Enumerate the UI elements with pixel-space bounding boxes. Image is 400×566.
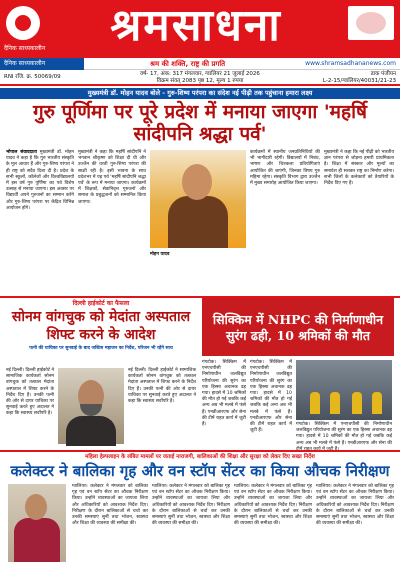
lead-photo-caption: मोहन यादव [150, 252, 170, 257]
issue-details [120, 71, 280, 85]
tunnel-rescue-photo [296, 360, 392, 420]
left-story-tag: दिल्ली हाईकोर्ट का फैसला [72, 300, 130, 307]
registration-number: RNI रजि. क्र. 50069/09 [4, 74, 61, 80]
postal-registration [323, 71, 396, 85]
collector-photo [8, 484, 66, 562]
right-story-body-2: गंगटोक। सिक्किम में एनएचपीसी की निर्माणाधीन जलविद्युत परियोजना की सुरंग का एक हिस्सा अचानक ढह गया। हादसे में 10 श्रमिकों की मौत हो गई जबकि कई अन्य अब भी मलबे में फंसे हैं। एनडीआरएफ और सेना की टीमें राहत कार्य में जुटी हैं। [250, 360, 292, 434]
bottom-story-body-4: ग्वालियर। कलेक्टर ने मंगलवार को बालिका गृह एवं वन स्टॉप सेंटर का औचक निरीक्षण किया। उन्होंने व्यवस्थाओं का जायजा लिया और अधिकारियों को आवश्यक निर्देश दिए। निरीक्षण के दौरान बालिकाओं से चर्चा कर उनकी समस्याएं सुनीं तथा भोजन, स्वास्थ्य और शिक्षा की व्यवस्था की समीक्षा की। [316, 484, 394, 527]
bottom-story-body-2: ग्वालियर। कलेक्टर ने मंगलवार को बालिका गृह एवं वन स्टॉप सेंटर का औचक निरीक्षण किया। उन्होंने व्यवस्थाओं का जायजा लिया और अधिकारियों को आवश्यक निर्देश दिए। निरीक्षण के दौरान बालिकाओं से चर्चा कर उनकी समस्याएं सुनीं तथा भोजन, स्वास्थ्य और शिक्षा की व्यवस्था की समीक्षा की। [152, 484, 230, 527]
breaking-strip: मुख्यमंत्री डॉ. मोहन यादव बोले - गुरु-शिष्य परंपरा का संदेश नई पीढ़ी तक पहुंचाना हमारा लक्ष्य [0, 88, 400, 99]
sonam-wangchuk-photo [58, 368, 124, 444]
left-story-body-2: नई दिल्ली। दिल्ली हाईकोर्ट ने सामाजिक कार्यकर्ता सोनम वांगचुक को तत्काल मेदांता अस्पताल में शिफ्ट करने के निर्देश दिए हैं। उनकी पत्नी की ओर से दायर याचिका पर सुनवाई करते हुए अदालत ने कहा कि स्वास्थ्य सर्वोपरि है। [128, 368, 196, 405]
bottom-story-headline[interactable]: कलेक्टर ने बालिका गृह और वन स्टॉप सेंटर का किया औचक निरीक्षण [10, 462, 390, 480]
lead-photo-caption-box [150, 252, 246, 284]
emblem-icon [6, 6, 40, 40]
slogan: श्रम की शक्ति, राष्ट्र की प्रगति [150, 60, 226, 68]
bottom-story-tag: महिला हेल्पलाइन के लंबित मामलों पर जताई नाराजगी, बालिकाओं की शिक्षा और सुरक्षा को लेकर दिए सख्त निर्देश [85, 454, 315, 460]
issue-line-1: वर्ष- 17, अंक: 317 मंगलवार, ग्वालियर 21 जुलाई 2026 [140, 71, 260, 77]
anniversary-badge-icon [348, 6, 394, 40]
lead-body-2: मुख्यमंत्री ने कहा कि महर्षि सांदीपनि ने भगवान श्रीकृष्ण को शिक्षा दी थी और उज्जैन की धरती गुरु-शिष्य परंपरा की साक्षी रही है। इसी भावना के साथ प्रदेशभर में यह पर्व 'महर्षि सांदीपनि श्रद्धा पर्व' के रूप में मनाया जाएगा। कार्यक्रमों में शिक्षकों, सेवानिवृत्त गुरुजनों और समाज के प्रबुद्धजनों को सम्मानित किया जाएगा। [78, 150, 146, 205]
lead-column-1 [6, 150, 74, 298]
issue-line-2: विक्रम संवत् 2083 पृष्ठ 12, मूल्य 1 रुपया [156, 78, 244, 84]
lead-headline[interactable]: गुरु पूर्णिमा पर पूरे प्रदेश में मनाया जाएगा 'महर्षि सांदीपनि श्रद्धा पर्व' [32, 101, 368, 145]
chief-minister-photo [150, 150, 246, 248]
lead-column-3 [250, 150, 320, 298]
lead-column-4 [324, 150, 394, 298]
left-story-subhead: पत्नी की याचिका पर सुनवाई के बाद जस्टिस महाजन का निर्देश, परिजन भी रहेंगे साथ [29, 346, 173, 351]
lead-body-3: कार्यक्रमों में स्थानीय जनप्रतिनिधियों की भी भागीदारी रहेगी। विद्यालयों में निबंध, भाषण और चित्रकला प्रतियोगिताएं आयोजित की जाएंगी, जिनका विषय गुरु महिमा रहेगा। संस्कृति विभाग द्वारा उज्जैन में मुख्य समारोह आयोजित किया जाएगा। [250, 150, 320, 187]
masthead [0, 0, 400, 58]
website-link[interactable]: www.shramsadhananews.com [305, 60, 396, 67]
lead-body-4: मुख्यमंत्री ने कहा कि नई पीढ़ी को भारतीय ज्ञान परंपरा से जोड़ना हमारी प्राथमिकता है। शिक्षा में संस्कार और मूल्यों का समावेश ही सशक्त राष्ट्र का निर्माण करेगा। सभी जिलों के कलेक्टरों को तैयारियों के निर्देश दिए गए हैं। [324, 150, 394, 187]
newspaper-nameplate: श्रमसाधना [110, 0, 282, 51]
left-story-body-1: नई दिल्ली। दिल्ली हाईकोर्ट ने सामाजिक कार्यकर्ता सोनम वांगचुक को तत्काल मेदांता अस्पताल में शिफ्ट करने के निर्देश दिए हैं। उनकी पत्नी की ओर से दायर याचिका पर सुनवाई करते हुए अदालत ने कहा कि स्वास्थ्य सर्वोपरि है। [6, 368, 54, 417]
right-story-headline[interactable]: सिक्किम में NHPC की निर्माणाधीन सुरंग ढही, 10 श्रमिकों की मौत [212, 312, 384, 343]
edition-label: दैनिक साध्यकालीन [0, 58, 84, 70]
postal-number: L-2-15/ग्वालियर/40031/21-23 [322, 78, 396, 84]
lead-byline: भोपाल संवाददाता [6, 150, 37, 155]
bottom-story-body-1: ग्वालियर। कलेक्टर ने मंगलवार को बालिका गृह एवं वन स्टॉप सेंटर का औचक निरीक्षण किया। उन्होंने व्यवस्थाओं का जायजा लिया और अधिकारियों को आवश्यक निर्देश दिए। निरीक्षण के दौरान बालिकाओं से चर्चा कर उनकी समस्याएं सुनीं तथा भोजन, स्वास्थ्य और शिक्षा की व्यवस्था की समीक्षा की। [72, 484, 148, 527]
right-story-body-1: गंगटोक। सिक्किम में एनएचपीसी की निर्माणाधीन जलविद्युत परियोजना की सुरंग का एक हिस्सा अचानक ढह गया। हादसे में 10 श्रमिकों की मौत हो गई जबकि कई अन्य अब भी मलबे में फंसे हैं। एनडीआरएफ और सेना की टीमें राहत कार्य में जुटी हैं। [202, 360, 246, 428]
lead-column-2 [78, 150, 146, 298]
postal-label: डाक पंजीयन [370, 71, 396, 77]
bottom-story-body-3: ग्वालियर। कलेक्टर ने मंगलवार को बालिका गृह एवं वन स्टॉप सेंटर का औचक निरीक्षण किया। उन्होंने व्यवस्थाओं का जायजा लिया और अधिकारियों को आवश्यक निर्देश दिए। निरीक्षण के दौरान बालिकाओं से चर्चा कर उनकी समस्याएं सुनीं तथा भोजन, स्वास्थ्य और शिक्षा की व्यवस्था की समीक्षा की। [234, 484, 312, 527]
left-story-headline[interactable]: सोनम वांगचुक को मेदांता अस्पताल शिफ्ट करने के आदेश [11, 309, 191, 343]
subhead-bar [0, 58, 400, 70]
edition-tagline: दैनिक साध्यकालीन [4, 45, 46, 52]
right-story-body-3: गंगटोक। सिक्किम में एनएचपीसी की निर्माणाधीन जलविद्युत परियोजना की सुरंग का एक हिस्सा अचानक ढह गया। हादसे में 10 श्रमिकों की मौत हो गई जबकि कई अन्य अब भी मलबे में फंसे हैं। एनडीआरएफ और सेना की [296, 422, 392, 446]
issue-meta-bar [0, 70, 400, 86]
lead-body-1: मुख्यमंत्री डॉ. मोहन यादव ने कहा है कि गुरु भारतीय संस्कृति के मूल आधार हैं और गुरु-शिष्य परंपरा ने ही राष्ट्र को सदैव दिशा दी है। प्रदेश के सभी स्कूलों, कॉलेजों और विश्वविद्यालयों में इस वर्ष गुरु पूर्णिमा का पर्व विशेष उत्साह से मनाया जाएगा। इस अवसर पर विद्यार्थी अपने गुरुजनों का सम्मान करेंगे और गुरु-शिष्य परंपरा पर केंद्रित विभिन्न आयोजन होंगे। [6, 150, 74, 211]
